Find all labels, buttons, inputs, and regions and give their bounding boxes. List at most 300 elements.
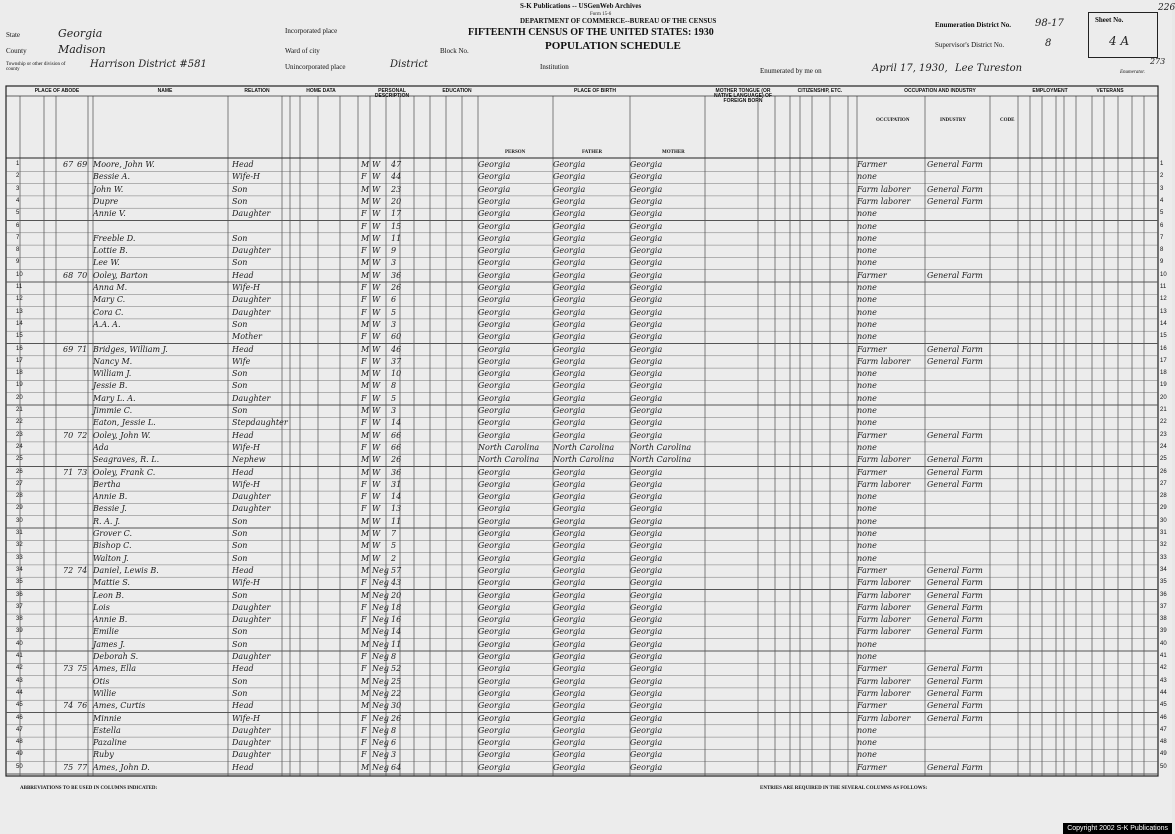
- cell-pb: Georgia: [478, 504, 511, 514]
- cell-line-number-right: 39: [1160, 628, 1167, 635]
- cell-name: Freeble D.: [93, 233, 136, 243]
- cell-mb: Georgia: [630, 725, 663, 735]
- cell-n: 37: [16, 603, 23, 610]
- cell-fb: Georgia: [553, 627, 586, 637]
- section-header: OCCUPATION AND INDUSTRY: [904, 88, 976, 94]
- cell-rel: Son: [232, 553, 248, 563]
- cell-dw: 71: [63, 467, 74, 477]
- cell-race: W: [372, 270, 381, 280]
- cell-line-number-right: 2: [1160, 173, 1164, 180]
- cell-fb: Georgia: [553, 578, 586, 588]
- cell-name: Annie B.: [93, 615, 128, 625]
- cell-name: John W.: [93, 184, 124, 194]
- cell-sex: F: [361, 652, 367, 661]
- cell-age: 2: [391, 553, 397, 563]
- cell-age: 66: [391, 430, 402, 440]
- cell-line-number-right: 9: [1160, 259, 1164, 266]
- cell-occ: Farm laborer: [857, 676, 911, 686]
- cell-ind: General Farm: [927, 713, 983, 723]
- cell-name: Annie B.: [93, 492, 128, 502]
- cell-occ: none: [857, 258, 877, 268]
- cell-occ: Farm laborer: [857, 590, 911, 600]
- cell-fb: Georgia: [553, 356, 586, 366]
- cell-pb: Georgia: [478, 602, 511, 612]
- cell-name: A.A. A.: [93, 319, 121, 329]
- cell-pb: Georgia: [478, 701, 511, 711]
- cell-sex: F: [361, 492, 367, 502]
- cell-ind: General Farm: [927, 578, 983, 588]
- cell-fb: Georgia: [553, 270, 586, 280]
- cell-fb: Georgia: [553, 664, 586, 674]
- cell-rel: Daughter: [232, 246, 271, 256]
- cell-age: 31: [391, 479, 402, 489]
- cell-pb: Georgia: [478, 627, 511, 637]
- cell-mb: Georgia: [630, 418, 663, 428]
- cell-line-number-right: 31: [1160, 530, 1167, 536]
- cell-fam: 71: [77, 344, 88, 354]
- cell-sex: M: [361, 529, 370, 538]
- cell-age: 15: [391, 221, 402, 231]
- cell-mb: North Carolina: [630, 442, 692, 452]
- sub-header-occupation: OCCUPATION: [876, 118, 910, 123]
- cell-fam: 73: [77, 467, 88, 477]
- cell-mb: Georgia: [630, 319, 663, 329]
- cell-race: W: [372, 319, 381, 329]
- cell-mb: Georgia: [630, 332, 663, 342]
- cell-sex: M: [361, 565, 370, 575]
- cell-name: Bridges, William J.: [93, 344, 168, 354]
- cell-age: 14: [391, 492, 402, 502]
- cell-sex: M: [361, 196, 370, 206]
- cell-line-number-right: 27: [1160, 480, 1167, 487]
- cell-line-number-right: 18: [1160, 370, 1167, 377]
- cell-occ: none: [857, 725, 877, 735]
- cell-line-number-right: 1: [1160, 161, 1164, 167]
- cell-name: Bessie J.: [93, 504, 127, 514]
- cell-rel: Daughter: [232, 652, 271, 661]
- cell-pb: Georgia: [478, 565, 511, 575]
- cell-name: William J.: [93, 369, 132, 379]
- cell-mb: Georgia: [630, 172, 663, 182]
- cell-age: 10: [391, 369, 402, 379]
- cell-mb: Georgia: [630, 541, 663, 551]
- section-header: PLACE OF BIRTH: [574, 88, 616, 94]
- cell-sex: F: [361, 602, 367, 612]
- cell-age: 3: [391, 406, 397, 415]
- cell-pb: Georgia: [478, 295, 511, 305]
- cell-name: Willie: [93, 688, 117, 698]
- cell-rel: Head: [232, 664, 254, 674]
- cell-sex: F: [361, 750, 367, 760]
- cell-line-number-right: 28: [1160, 493, 1167, 500]
- cell-dw: 75: [63, 762, 74, 772]
- cell-line-number-right: 33: [1160, 554, 1167, 561]
- state-value: Georgia: [58, 27, 103, 40]
- cell-occ: Farm laborer: [857, 627, 911, 637]
- cell-n: 30: [16, 517, 23, 524]
- cell-fb: Georgia: [553, 713, 586, 723]
- cell-age: 37: [391, 356, 402, 366]
- cell-rel: Head: [232, 270, 254, 280]
- cell-pb: Georgia: [478, 246, 511, 256]
- cell-ind: General Farm: [927, 615, 983, 625]
- cell-sex: M: [361, 369, 370, 379]
- institution-label: Institution: [540, 63, 569, 71]
- cell-fb: Georgia: [553, 246, 586, 256]
- cell-rel: Daughter: [232, 209, 271, 219]
- cell-rel: Head: [232, 430, 254, 440]
- cell-age: 66: [391, 442, 402, 452]
- cell-line-number-right: 37: [1160, 603, 1167, 610]
- cell-mb: Georgia: [630, 590, 663, 600]
- cell-fb: Georgia: [553, 504, 586, 514]
- cell-age: 17: [391, 209, 402, 219]
- cell-n: 24: [16, 443, 23, 450]
- cell-sex: M: [361, 406, 370, 415]
- cell-n: 14: [16, 320, 23, 327]
- cell-rel: Daughter: [232, 393, 271, 403]
- cell-occ: none: [857, 504, 877, 514]
- cell-sex: F: [361, 504, 367, 514]
- cell-mb: Georgia: [630, 516, 663, 526]
- cell-fb: Georgia: [553, 344, 586, 354]
- cell-occ: Farmer: [857, 430, 887, 440]
- cell-age: 44: [391, 172, 402, 182]
- cell-name: Cora C.: [93, 307, 124, 317]
- cell-sex: F: [361, 221, 367, 231]
- cell-occ: none: [857, 516, 877, 526]
- cell-n: 13: [16, 308, 23, 315]
- cell-race: Neg: [372, 627, 389, 637]
- cell-fam: 69: [77, 160, 88, 169]
- cell-occ: Farm laborer: [857, 713, 911, 723]
- cell-pb: Georgia: [478, 196, 511, 206]
- cell-race: W: [372, 258, 381, 268]
- incorporated-label: Incorporated place: [285, 27, 338, 35]
- cell-occ: Farmer: [857, 467, 887, 477]
- cell-race: W: [372, 369, 381, 379]
- cell-rel: Wife-H: [232, 283, 261, 292]
- cell-name: Deborah S.: [93, 652, 139, 661]
- cell-mb: Georgia: [630, 762, 663, 772]
- cell-pb: Georgia: [478, 319, 511, 329]
- cell-race: W: [372, 516, 381, 526]
- block-label: Block No.: [440, 47, 469, 55]
- cell-pb: Georgia: [478, 356, 511, 366]
- cell-line-number-right: 20: [1160, 394, 1167, 401]
- cell-sex: M: [361, 701, 370, 711]
- cell-age: 5: [391, 307, 397, 317]
- cell-pb: Georgia: [478, 233, 511, 243]
- cell-race: Neg: [372, 725, 389, 735]
- cell-name: Lois: [93, 602, 110, 612]
- cell-pb: Georgia: [478, 762, 511, 772]
- cell-mb: Georgia: [630, 479, 663, 489]
- cell-race: W: [372, 344, 381, 354]
- cell-line-number-right: 46: [1160, 714, 1167, 721]
- cell-ind: General Farm: [927, 602, 983, 612]
- cell-rel: Wife-H: [232, 713, 261, 723]
- cell-race: Neg: [372, 578, 389, 588]
- cell-line-number-right: 47: [1160, 726, 1167, 733]
- cell-mb: Georgia: [630, 750, 663, 760]
- cell-sex: F: [361, 283, 367, 292]
- cell-race: Neg: [372, 615, 389, 625]
- cell-sex: M: [361, 233, 370, 243]
- cell-age: 3: [391, 750, 397, 760]
- cell-rel: Daughter: [232, 295, 271, 305]
- cell-n: 49: [16, 751, 23, 758]
- cell-name: Estella: [93, 725, 121, 735]
- cell-race: W: [372, 233, 381, 243]
- cell-race: W: [372, 196, 381, 206]
- cell-pb: Georgia: [478, 676, 511, 686]
- cell-line-number-right: 26: [1160, 468, 1167, 475]
- cell-occ: none: [857, 750, 877, 760]
- cell-pb: Georgia: [478, 430, 511, 440]
- cell-fb: Georgia: [553, 701, 586, 711]
- cell-line-number-right: 36: [1160, 591, 1167, 598]
- unincorporated-label: Unincorporated place: [285, 63, 346, 71]
- cell-age: 25: [391, 676, 402, 686]
- cell-occ: none: [857, 246, 877, 256]
- cell-fb: Georgia: [553, 725, 586, 735]
- cell-name: Daniel, Lewis B.: [93, 565, 159, 575]
- cell-race: W: [372, 442, 381, 452]
- cell-occ: none: [857, 319, 877, 329]
- cell-age: 26: [391, 283, 402, 292]
- cell-line-number-right: 41: [1160, 653, 1167, 659]
- cell-ind: General Farm: [927, 762, 983, 772]
- cell-ind: General Farm: [927, 196, 983, 206]
- cell-n: 11: [16, 284, 23, 290]
- cell-name: Ooley, Frank C.: [93, 467, 156, 477]
- cell-name: Mary C.: [93, 295, 126, 305]
- cell-race: W: [372, 283, 381, 292]
- cell-n: 9: [16, 259, 20, 266]
- sub-header-father: FATHER: [582, 150, 603, 155]
- form-number: Form 15-6: [590, 12, 612, 17]
- cell-occ: none: [857, 283, 877, 292]
- cell-n: 22: [16, 419, 23, 426]
- cell-rel: Wife-H: [232, 442, 261, 452]
- cell-n: 48: [16, 739, 23, 746]
- cell-mb: Georgia: [630, 246, 663, 256]
- cell-age: 23: [391, 184, 402, 194]
- cell-sex: M: [361, 184, 370, 194]
- cell-pb: Georgia: [478, 332, 511, 342]
- footer-abbreviations: ABBREVIATIONS TO BE USED IN COLUMNS INDICATED:: [20, 786, 158, 791]
- cell-fb: Georgia: [553, 590, 586, 600]
- cell-name: Bessie A.: [93, 172, 130, 182]
- cell-rel: Wife-H: [232, 479, 261, 489]
- cell-line-number-right: 30: [1160, 517, 1167, 524]
- census-title: FIFTEENTH CENSUS OF THE UNITED STATES: 1930: [468, 27, 714, 38]
- cell-fb: Georgia: [553, 652, 586, 661]
- cell-n: 8: [16, 247, 20, 254]
- cell-sex: F: [361, 479, 367, 489]
- cell-rel: Son: [232, 590, 248, 600]
- cell-fb: Georgia: [553, 369, 586, 379]
- cell-fb: Georgia: [553, 492, 586, 502]
- cell-sex: F: [361, 713, 367, 723]
- cell-n: 36: [16, 591, 23, 598]
- cell-ind: General Farm: [927, 676, 983, 686]
- cell-race: W: [372, 492, 381, 502]
- cell-sex: M: [361, 430, 370, 440]
- cell-mb: Georgia: [630, 283, 663, 292]
- cell-fam: 75: [77, 664, 88, 674]
- cell-mb: Georgia: [630, 356, 663, 366]
- cell-mb: Georgia: [630, 676, 663, 686]
- cell-mb: Georgia: [630, 602, 663, 612]
- cell-rel: Stepdaughter: [232, 418, 288, 428]
- cell-rel: Daughter: [232, 725, 271, 735]
- cell-fb: Georgia: [553, 553, 586, 563]
- cell-n: 18: [16, 370, 23, 377]
- cell-fam: 72: [77, 430, 88, 440]
- cell-pb: Georgia: [478, 467, 511, 477]
- cell-occ: none: [857, 295, 877, 305]
- cell-name: Otis: [93, 676, 110, 686]
- cell-occ: none: [857, 738, 877, 748]
- cell-pb: North Carolina: [478, 442, 540, 452]
- cell-occ: none: [857, 307, 877, 317]
- cell-mb: Georgia: [630, 344, 663, 354]
- cell-occ: none: [857, 172, 877, 182]
- cell-fb: Georgia: [553, 332, 586, 342]
- cell-n: 45: [16, 702, 23, 709]
- cell-n: 27: [16, 480, 23, 487]
- cell-race: W: [372, 332, 381, 342]
- cell-rel: Daughter: [232, 307, 271, 317]
- cell-age: 52: [391, 664, 402, 674]
- cell-pb: Georgia: [478, 516, 511, 526]
- cell-sex: M: [361, 676, 370, 686]
- enumerated-date: April 17, 1930,: [872, 63, 948, 74]
- cell-sex: M: [361, 319, 370, 329]
- cell-line-number-right: 45: [1160, 702, 1167, 709]
- cell-name: Eaton, Jessie L.: [93, 418, 156, 428]
- cell-age: 16: [391, 615, 402, 625]
- sheet-value: 4 A: [1109, 34, 1130, 48]
- cell-mb: Georgia: [630, 184, 663, 194]
- cell-race: W: [372, 393, 381, 403]
- cell-pb: North Carolina: [478, 455, 540, 465]
- cell-mb: Georgia: [630, 529, 663, 538]
- cell-race: Neg: [372, 664, 389, 674]
- cell-n: 34: [16, 566, 23, 573]
- cell-rel: Son: [232, 233, 248, 243]
- cell-name: Lee W.: [93, 258, 120, 268]
- cell-name: Nancy M.: [93, 356, 133, 366]
- cell-mb: Georgia: [630, 652, 663, 661]
- cell-pb: Georgia: [478, 381, 511, 391]
- cell-fb: Georgia: [553, 221, 586, 231]
- cell-sex: M: [361, 590, 370, 600]
- cell-race: W: [372, 209, 381, 219]
- cell-rel: Son: [232, 639, 248, 649]
- cell-pb: Georgia: [478, 688, 511, 698]
- cell-n: 38: [16, 616, 23, 623]
- section-header: PERSONAL DESCRIPTION: [374, 88, 410, 99]
- cell-age: 22: [391, 688, 402, 698]
- cell-rel: Son: [232, 369, 248, 379]
- enumerator-label: Enumerator.: [1120, 70, 1145, 75]
- cell-race: W: [372, 467, 381, 477]
- cell-mb: Georgia: [630, 713, 663, 723]
- cell-line-number-right: 4: [1160, 197, 1164, 204]
- cell-n: 23: [16, 431, 23, 438]
- cell-mb: Georgia: [630, 553, 663, 563]
- cell-race: Neg: [372, 738, 389, 748]
- cell-n: 29: [16, 505, 23, 512]
- cell-occ: none: [857, 406, 877, 415]
- township-value: Harrison District #581: [90, 59, 207, 70]
- cell-line-number-right: 25: [1160, 456, 1167, 463]
- cell-rel: Daughter: [232, 602, 271, 612]
- cell-rel: Son: [232, 381, 248, 391]
- cell-occ: Farm laborer: [857, 196, 911, 206]
- cell-n: 41: [16, 653, 23, 659]
- cell-occ: none: [857, 233, 877, 243]
- cell-n: 35: [16, 579, 23, 586]
- cell-rel: Son: [232, 258, 248, 268]
- cell-occ: none: [857, 541, 877, 551]
- cell-line-number-right: 22: [1160, 419, 1167, 426]
- cell-line-number-right: 5: [1160, 210, 1164, 217]
- cell-ind: General Farm: [927, 344, 983, 354]
- cell-age: 26: [391, 455, 402, 465]
- cell-mb: Georgia: [630, 233, 663, 243]
- cell-name: Bishop C.: [93, 541, 132, 551]
- cell-dw: 69: [63, 344, 74, 354]
- cell-occ: none: [857, 369, 877, 379]
- cell-race: W: [372, 541, 381, 551]
- cell-mb: Georgia: [630, 492, 663, 502]
- cell-line-number-right: 42: [1160, 665, 1167, 672]
- enumerated-label: Enumerated by me on: [760, 67, 822, 75]
- section-header: EDUCATION: [442, 88, 472, 94]
- cell-pb: Georgia: [478, 160, 511, 169]
- cell-n: 19: [16, 382, 23, 389]
- cell-rel: Daughter: [232, 615, 271, 625]
- cell-age: 5: [391, 393, 397, 403]
- section-header: EMPLOYMENT: [1032, 88, 1068, 94]
- cell-age: 43: [391, 578, 402, 588]
- cell-pb: Georgia: [478, 615, 511, 625]
- cell-fb: Georgia: [553, 184, 586, 194]
- supervisor-value: 8: [1045, 38, 1052, 49]
- cell-occ: Farm laborer: [857, 356, 911, 366]
- cell-race: Neg: [372, 688, 389, 698]
- publisher-line: S-K Publications -- USGenWeb Archives: [520, 2, 642, 10]
- county-label: County: [6, 47, 27, 55]
- cell-name: Ada: [93, 442, 109, 452]
- cell-age: 46: [391, 344, 402, 354]
- cell-sex: F: [361, 393, 367, 403]
- cell-mb: Georgia: [630, 615, 663, 625]
- cell-sex: M: [361, 639, 370, 649]
- cell-line-number-right: 15: [1160, 333, 1167, 340]
- cell-age: 20: [391, 590, 402, 600]
- cell-ind: General Farm: [927, 664, 983, 674]
- cell-occ: Farm laborer: [857, 479, 911, 489]
- cell-fb: Georgia: [553, 418, 586, 428]
- cell-sex: M: [361, 541, 370, 551]
- cell-rel: Son: [232, 184, 248, 194]
- cell-ind: General Farm: [927, 590, 983, 600]
